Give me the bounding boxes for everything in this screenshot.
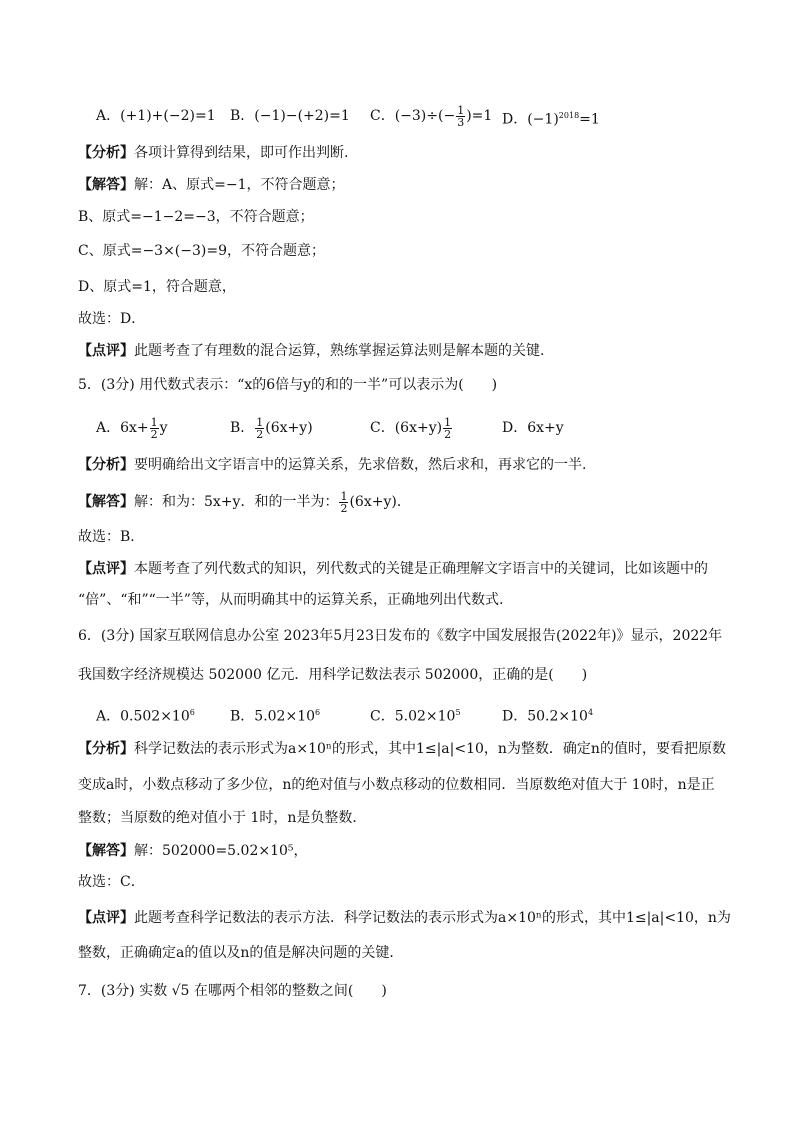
fraction: $\frac{1}{2}$ xyxy=(444,415,452,441)
q4-option-d: D．$(-1)^{2018}=1$ xyxy=(502,111,600,128)
q4-option-c: C．(−3)÷(− $\frac{1}{3}$ )=1 xyxy=(370,103,493,129)
q6-comment-line-1: 【点评】此题考查科学记数法的表示方法．科学记数法的表示形式为a×10ⁿ的形式，其中1≤|a|<10，n为 xyxy=(78,910,731,926)
q4-option-b: B．(−1)−(+2)=1 xyxy=(230,108,350,124)
q4-answer-line-2: B、原式=−1−2=−3，不符合题意； xyxy=(78,209,314,225)
q6-analysis-line-1: 【分析】科学记数法的表示形式为a×10ⁿ的形式，其中1≤|a|<10，n为整数．确定n的值时，要看把原数 xyxy=(78,741,726,757)
q5-option-c: C．(6x+y) $\frac{1}{2}$ xyxy=(370,415,452,441)
q6-analysis-line-3: 整数；当原数的绝对值小于 1时，n是负整数． xyxy=(78,810,367,826)
q6-option-d: D．$50.2\times 10^4$ xyxy=(502,708,594,725)
q6-stem-line-1: 6．(3分) 国家互联网信息办公室 2023年5月23日发布的《数字中国发展报告(2022年)》显示，2022年 xyxy=(78,628,723,644)
q5-option-b: B． $\frac{1}{2}$ (6x+y) xyxy=(230,415,313,441)
q4-answer-line-4: D、原式=1，符合题意， xyxy=(78,279,236,295)
q6-analysis-line-2: 变成a时，小数点移动了多少位，n的绝对值与小数点移动的位数相同．当原数绝对值大于 10时，n是正 xyxy=(78,777,715,793)
q5-analysis: 【分析】要明确给出文字语言中的运算关系，先求倍数，然后求和，再求它的一半. xyxy=(78,457,587,473)
q6-option-a: A．$0.502\times 10^6$ xyxy=(96,708,195,725)
fraction: $\frac{1}{2}$ xyxy=(150,415,158,441)
q5-stem: 5．(3分) 用代数式表示：“x的6倍与y的和的一半”可以表示为( ) xyxy=(78,377,498,393)
q4-comment: 【点评】此题考查了有理数的混合运算，熟练掌握运算法则是解本题的关键. xyxy=(78,343,545,359)
q6-choice: 故选：C． xyxy=(78,874,145,890)
fraction: $\frac{1}{2}$ xyxy=(340,489,348,515)
q7-stem: 7．(3分) 实数 √5 在哪两个相邻的整数之间( ) xyxy=(78,983,387,999)
q6-answer: 【解答】解：502000=5.02×10⁵， xyxy=(78,843,308,859)
q5-option-a: A．6x+ $\frac{1}{2}$ y xyxy=(96,415,168,441)
q6-option-c: C．$5.02\times 10^5$ xyxy=(370,708,461,725)
fraction: $\frac{1}{2}$ xyxy=(256,415,264,441)
q6-stem-line-2: 我国数字经济规模达 502000 亿元．用科学记数法表示 502000，正确的是( ) xyxy=(78,667,588,683)
q5-comment-line-2: “倍”、“和”“一半”等，从而明确其中的运算关系，正确地列出代数式. xyxy=(78,592,504,608)
q6-option-b: B．$5.02\times 10^6$ xyxy=(230,708,321,725)
q4-option-a: A．(+1)+(−2)=1 xyxy=(96,108,216,124)
q5-option-d: D．6x+y xyxy=(502,420,564,436)
q4-answer-line-3: C、原式=−3×(−3)=9，不符合题意； xyxy=(78,243,326,259)
q5-answer: 【解答】解：和为：5x+y．和的一半为： $\frac{1}{2}$ (6x+y)． xyxy=(78,489,411,515)
q6-comment-line-2: 整数，正确确定a的值以及n的值是解决问题的关键． xyxy=(78,945,404,961)
fraction: $\frac{1}{3}$ xyxy=(457,103,465,129)
q4-analysis: 【分析】各项计算得到结果，即可作出判断. xyxy=(78,145,349,161)
q5-choice: 故选：B． xyxy=(78,529,145,545)
q4-answer-line-1: 【解答】解：A、原式=−1，不符合题意； xyxy=(78,177,345,193)
q4-answer-choice: 故选：D． xyxy=(78,311,146,327)
q5-comment-line-1: 【点评】本题考查了列代数式的知识，列代数式的关键是正确理解文字语言中的关键词，比如该题中的 xyxy=(78,561,708,577)
